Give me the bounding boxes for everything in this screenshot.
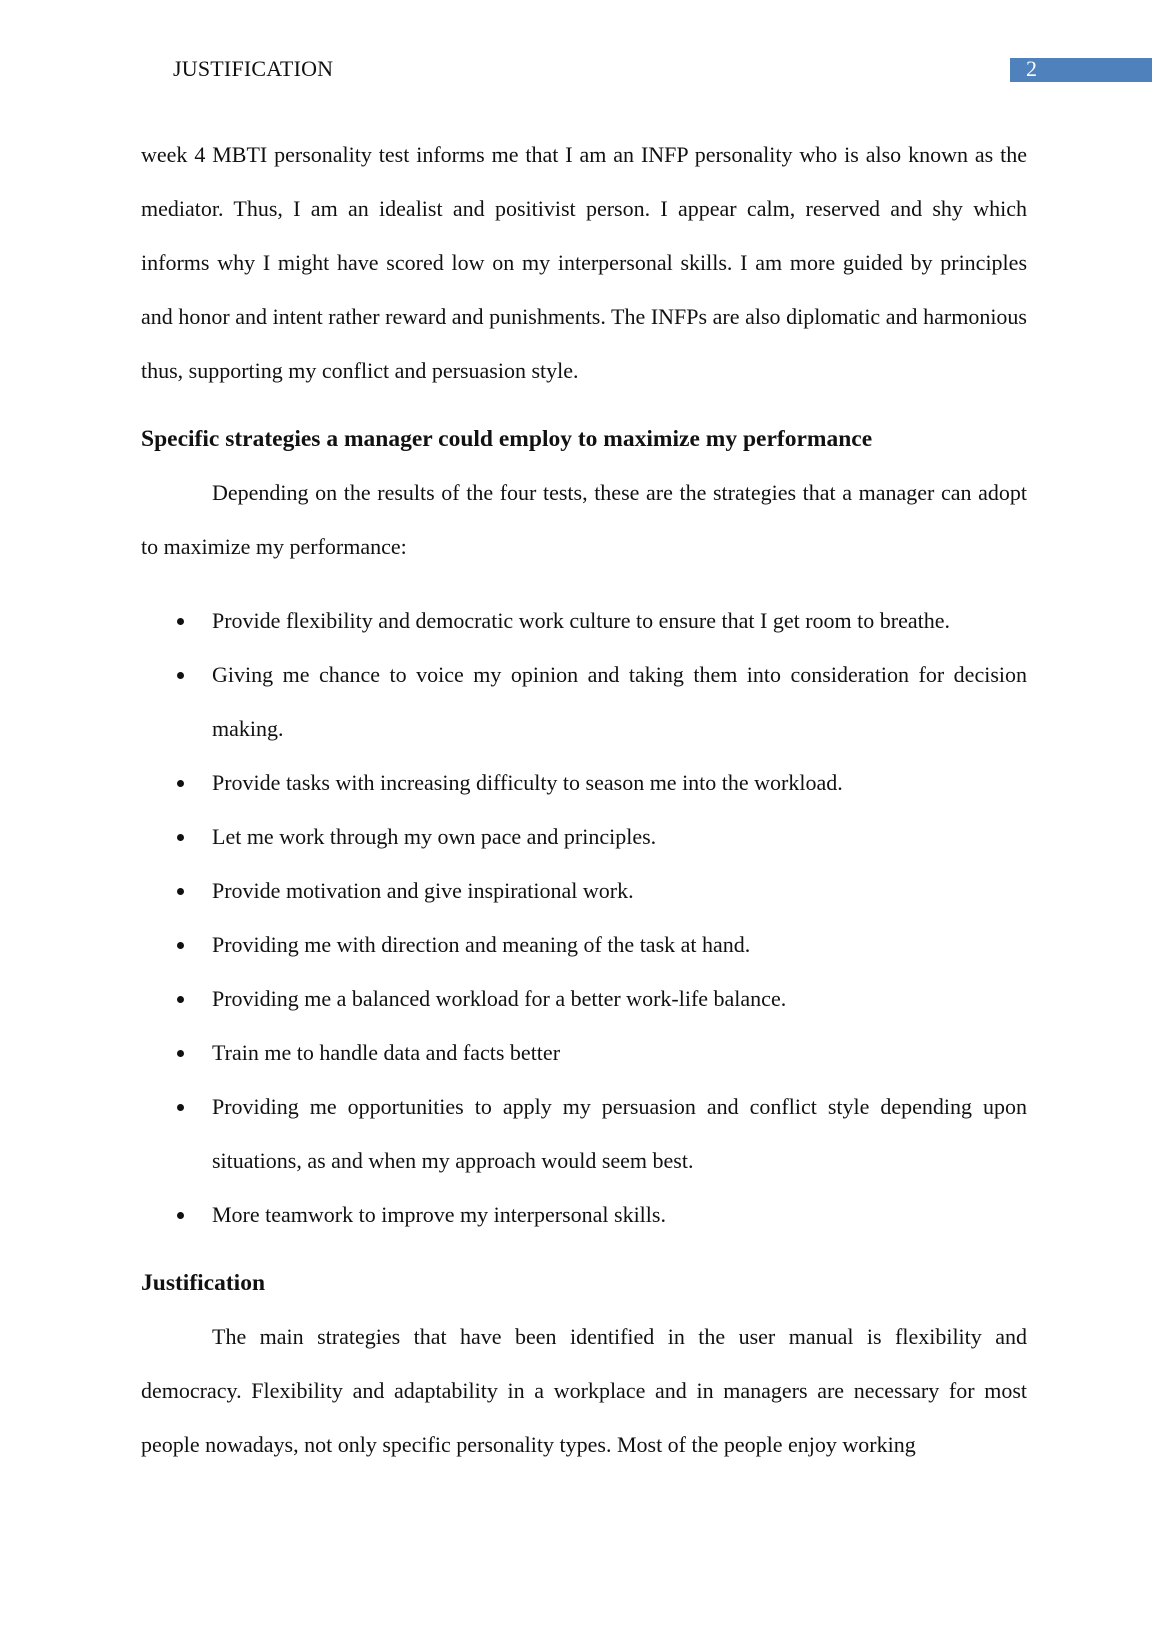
list-item — [141, 972, 1027, 1026]
bullet-icon — [177, 672, 184, 679]
list-item-text: Provide flexibility and democratic work culture to ensure that I get room to breathe. — [212, 608, 950, 633]
strategies-bullet-list — [141, 594, 1027, 1242]
strategies-heading: Specific strategies a manager could employ to maximize my performance — [141, 426, 873, 452]
list-item — [141, 810, 1027, 864]
page-number: 2 — [1026, 56, 1037, 81]
page-number-band — [1010, 58, 1152, 82]
bullet-icon — [177, 888, 184, 895]
intro-paragraph: week 4 MBTI personality test informs me that I am an INFP personality who is also known as the mediator. Thus, I am an idealist and positivist person. I appear calm, reserved and shy which informs why I might have scored low on my interpersonal skills. I am more guided by principles and honor and intent rather reward and punishments. The INFPs are also diplomatic and harmonious thus, supporting my conflict and persuasion style. — [141, 142, 1027, 383]
list-item-text: More teamwork to improve my interpersonal skills. — [212, 1202, 666, 1227]
list-item-text: Providing me with direction and meaning of the task at hand. — [212, 932, 751, 957]
list-item — [141, 918, 1027, 972]
running-header-title: JUSTIFICATION — [173, 56, 334, 81]
bullet-icon — [177, 780, 184, 787]
list-item-text: Let me work through my own pace and principles. — [212, 824, 657, 849]
list-item — [141, 1026, 1027, 1080]
list-item-text: Providing me a balanced workload for a better work-life balance. — [212, 986, 787, 1011]
list-item-text: Train me to handle data and facts better — [212, 1040, 561, 1065]
bullet-icon — [177, 618, 184, 625]
bullet-icon — [177, 942, 184, 949]
document-body — [141, 128, 1027, 1472]
list-item — [141, 864, 1027, 918]
list-item — [141, 1080, 1027, 1188]
justification-heading: Justification — [141, 1270, 266, 1296]
list-item-text: Giving me chance to voice my opinion and taking them into consideration for decision making. — [212, 662, 1027, 741]
bullet-icon — [177, 1104, 184, 1111]
list-item-text: Providing me opportunities to apply my persuasion and conflict style depending upon situations, as and when my approach would seem best. — [212, 1094, 1027, 1173]
list-item-text: Provide tasks with increasing difficulty to season me into the workload. — [212, 770, 843, 795]
list-item — [141, 756, 1027, 810]
bullet-icon — [177, 834, 184, 841]
justification-paragraph: The main strategies that have been identified in the user manual is flexibility and democracy. Flexibility and adaptability in a workplace and in managers are necessary for most people nowadays, not only specific personality types. Most of the people enjoy working — [141, 1324, 1027, 1457]
list-item — [141, 648, 1027, 756]
list-item — [141, 594, 1027, 648]
bullet-icon — [177, 1050, 184, 1057]
bullet-icon — [177, 996, 184, 1003]
list-item — [141, 1188, 1027, 1242]
list-item-text: Provide motivation and give inspirational work. — [212, 878, 634, 903]
bullet-icon — [177, 1212, 184, 1219]
strategies-lead-paragraph: Depending on the results of the four tests, these are the strategies that a manager can adopt to maximize my performance: — [141, 480, 1027, 559]
